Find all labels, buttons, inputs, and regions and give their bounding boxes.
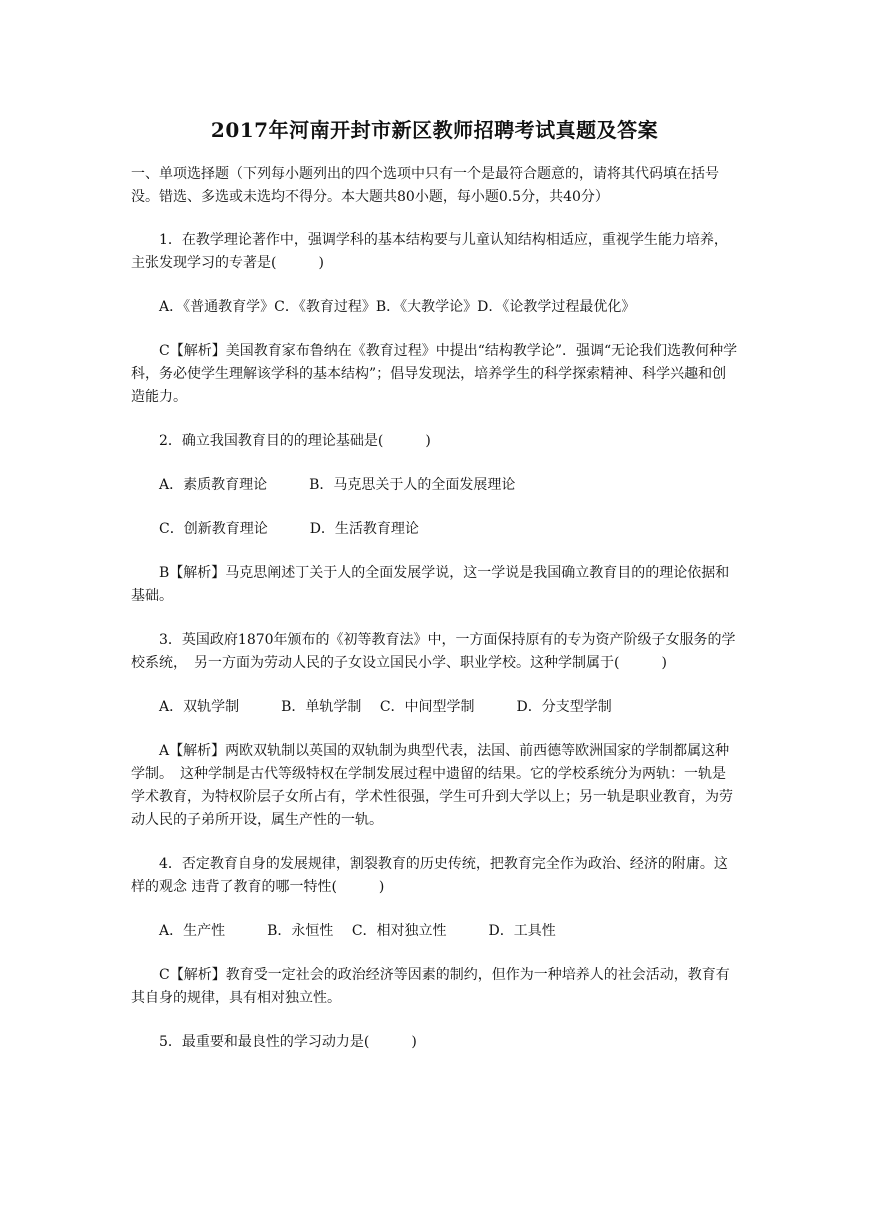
question-stem: 3．英国政府1870年颁布的《初等教育法》中，一方面保持原有的专为资产阶级子女服务的学校系统， 另一方面为劳动人民的子女设立国民小学、职业学校。这种学制属于( ) — [131, 632, 736, 671]
question-stem: 2．确立我国教育目的的理论基础是( ) — [159, 433, 431, 449]
question-options: A．生产性 B．永恒性 C．相对独立性 D．工具性 — [159, 923, 556, 939]
section-intro: 一、单项选择题（下列每小题列出的四个选项中只有一个是最符合题意的，请将其代码填在括号没。错选、多选或未选均不得分。本大题共80小题，每小题0.5分，共40分） — [131, 166, 719, 205]
question-analysis: C【解析】美国教育家布鲁纳在《教育过程》中提出“结构教学论”．强调“无论我们选教何种学科，务必使学生理解该学科的基本结构”；倡导发现法，培养学生的科学探索精神、科学兴趣和创造能力。 — [131, 343, 738, 405]
question-analysis: B【解析】马克思阐述丁关于人的全面发展学说，这一学说是我国确立教育目的的理论依据和基础。 — [131, 565, 730, 604]
question-options: A．素质教育理论 B．马克思关于人的全面发展理论 — [159, 477, 516, 493]
question-stem: 4．否定教育自身的发展规律，割裂教育的历史传统，把教育完全作为政治、经济的附庸。这样的观念 违背了教育的哪一特性( ) — [131, 856, 728, 895]
question-options: C．创新教育理论 D．生活教育理论 — [159, 521, 419, 537]
document-title: 2017年河南开封市新区教师招聘考试真题及答案 — [210, 118, 659, 142]
question-analysis: A【解析】两欧双轨制以英国的双轨制为典型代表，法国、前西德等欧洲国家的学制都属这种学制。 这种学制是古代等级特权在学制发展过程中遗留的结果。它的学校系统分为两轨：一轨是学术教育，为特权阶层子女所占有，学术性很强，学生可升到大学以上；另一轨是职业教育，为劳动人民的子弟所开设，属生产性的一轨。 — [131, 743, 733, 828]
question-options: A．双轨学制 B．单轨学制 C．中间型学制 D．分支型学制 — [159, 699, 612, 715]
question-options: A．《普通教育学》C．《教育过程》B．《大教学论》D．《论教学过程最优化》 — [159, 299, 636, 315]
document-body — [131, 163, 739, 1054]
question-stem: 5．最重要和最良性的学习动力是( ) — [159, 1034, 417, 1050]
question-analysis: C【解析】教育受一定社会的政治经济等因素的制约，但作为一种培养人的社会活动，教育有其自身的规律，具有相对独立性。 — [131, 967, 730, 1006]
question-stem: 1．在教学理论著作中，强调学科的基本结构要与儿童认知结构相适应，重视学生能力培养，主张发现学习的专著是( ) — [131, 232, 728, 271]
